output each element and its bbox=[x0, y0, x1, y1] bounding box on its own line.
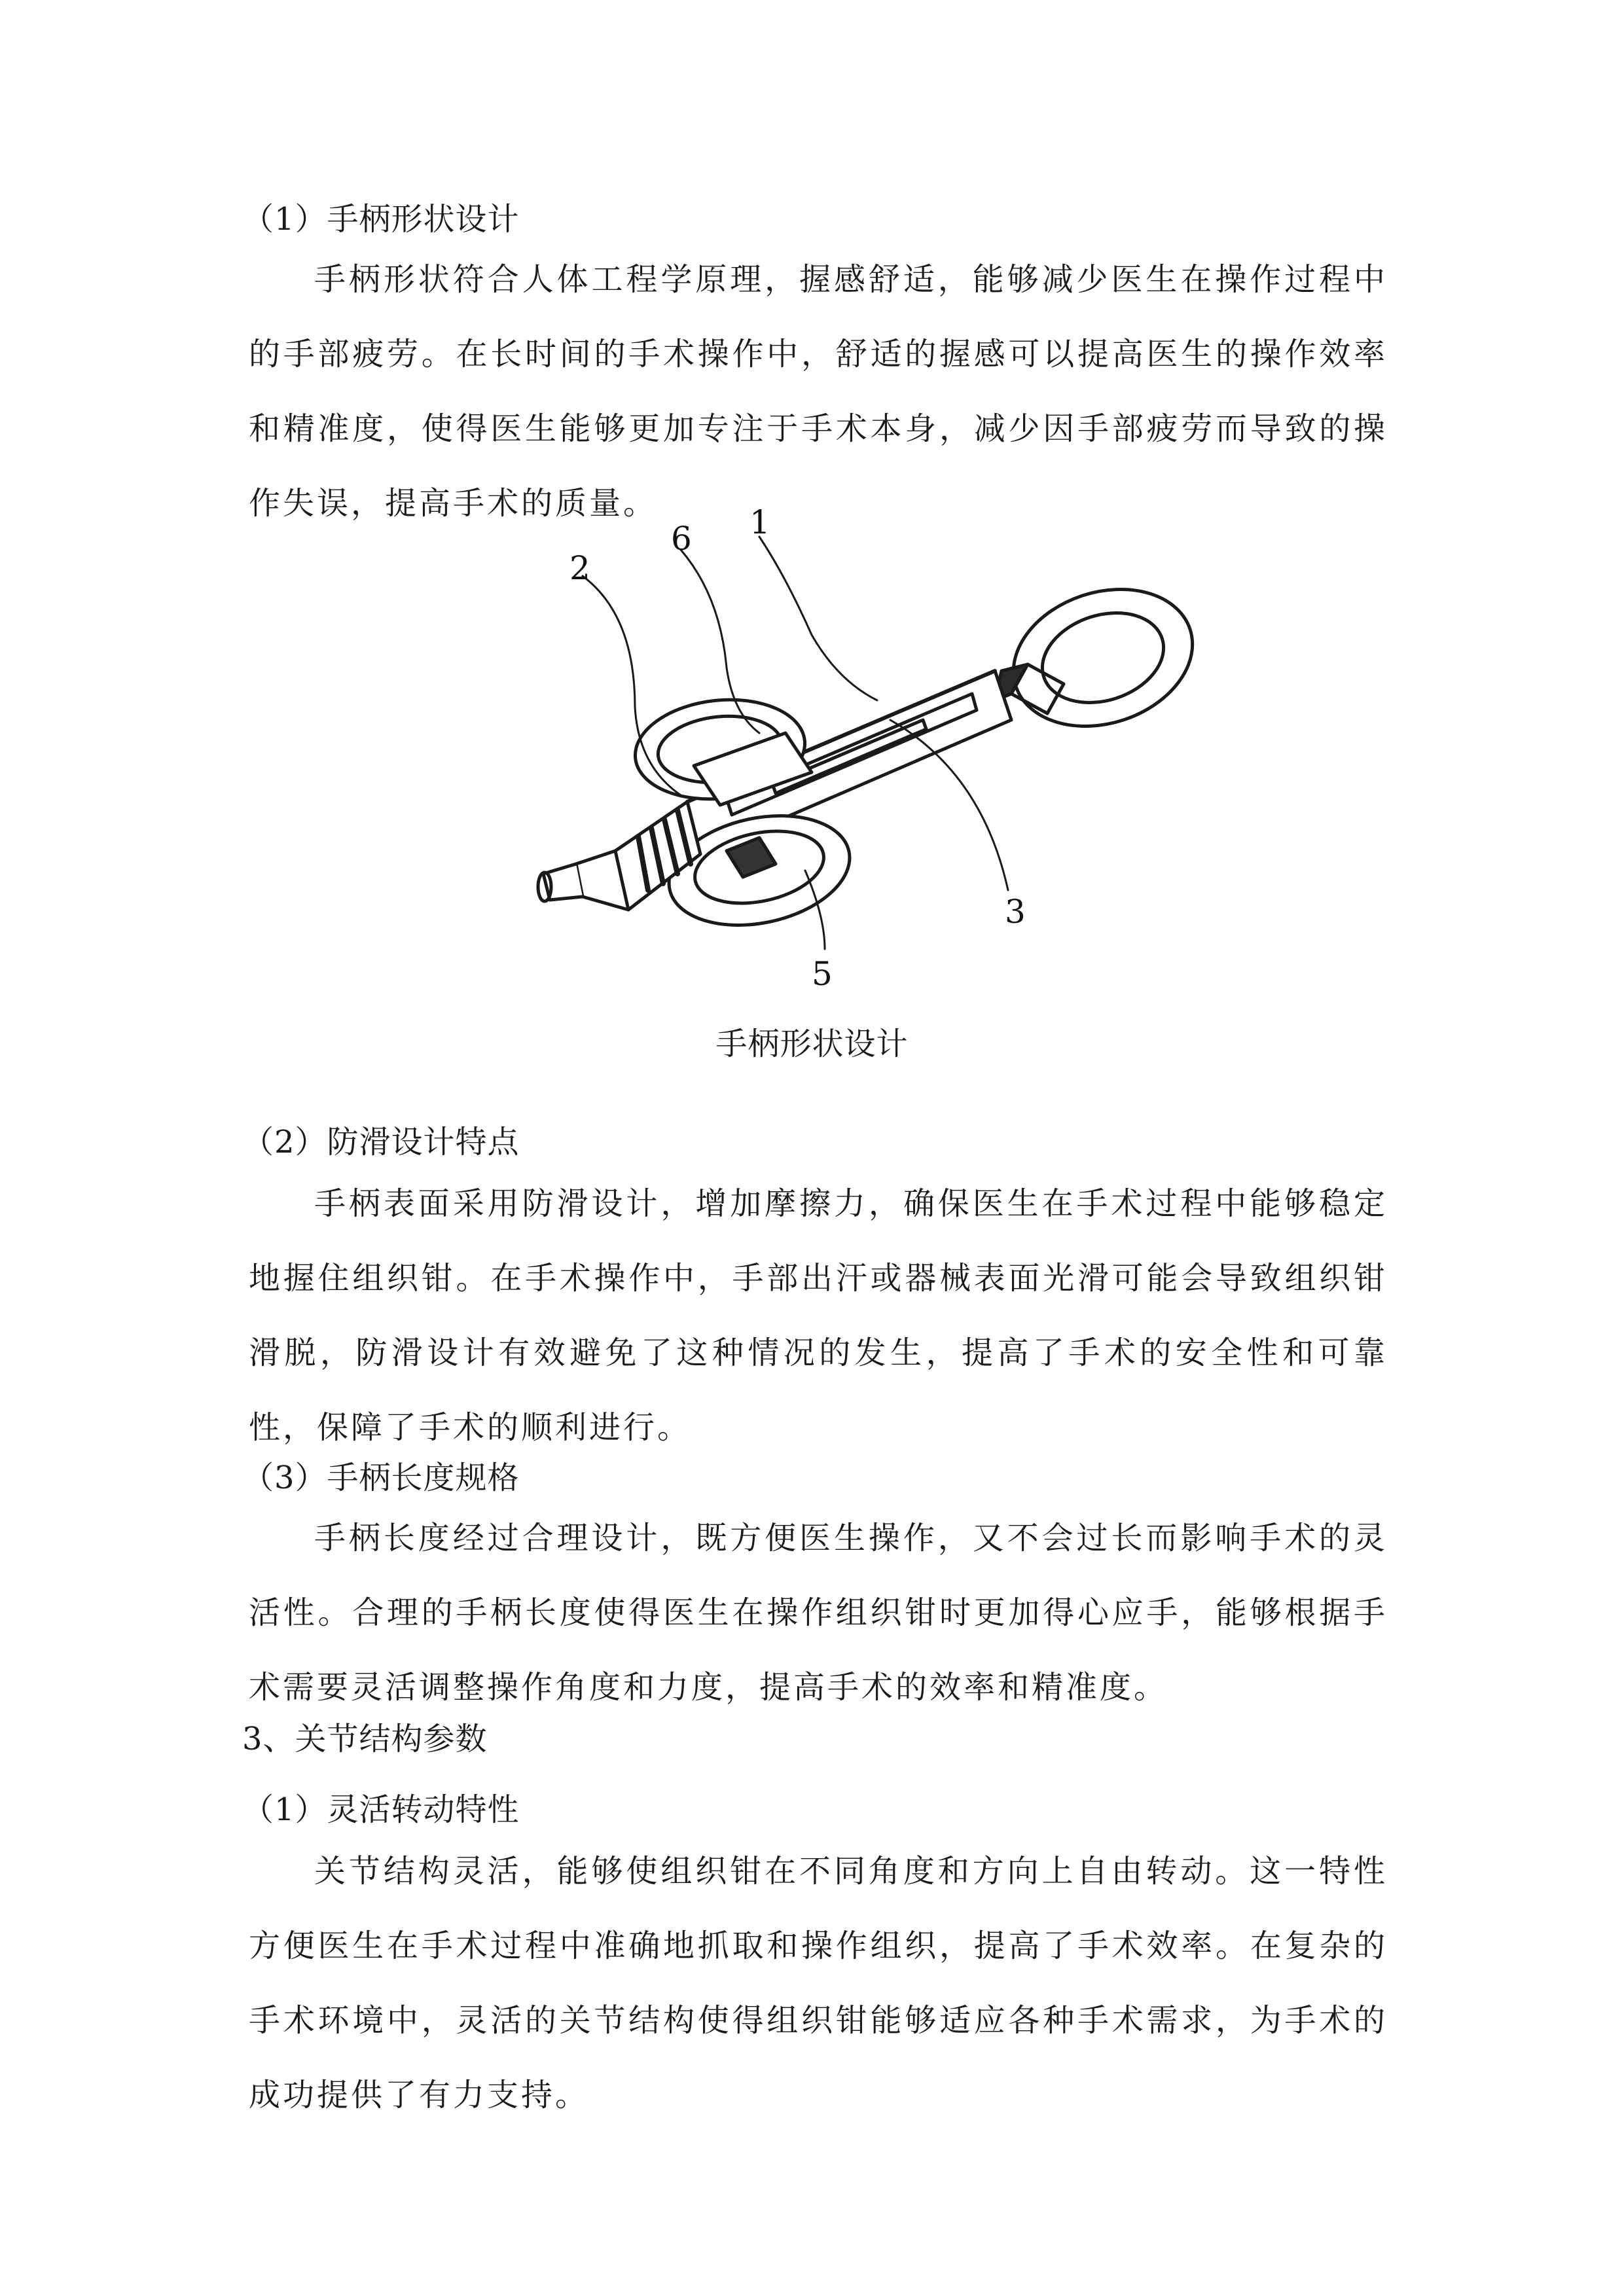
forceps-handle-drawing bbox=[419, 497, 1204, 1014]
callout-2: 2 bbox=[569, 549, 590, 587]
chapter-3-heading: 3、关节结构参数 bbox=[242, 1721, 488, 1757]
chapter-3-section-1-body: 关节结构灵活，能够使组织钳在不同角度和方向上自由转动。这一特性方便医生在手术过程中准确地抓取和操作组织，提高了手术效率。在复杂的手术环境中，灵活的关节结构使得组织钳能够适应各种手术需求，为手术的成功提供了有力支持。 bbox=[249, 1853, 1388, 2113]
callout-5: 5 bbox=[812, 955, 833, 993]
thumb-ring-inner bbox=[1031, 598, 1176, 717]
handle-shape-figure bbox=[419, 497, 1204, 1014]
section-body-1: 手柄形状符合人体工程学原理，握感舒适，能够减少医生在操作过程中的手部疲劳。在长时间的手术操作中，舒适的握感可以提高医生的操作效率和精准度，使得医生能够更加专注于手术本身，减少因手部疲劳而导致的操作失误，提高手术的质量。 bbox=[249, 261, 1388, 522]
section-heading-3: （3）手柄长度规格 bbox=[242, 1460, 520, 1496]
section-body-2: 手柄表面采用防滑设计，增加摩擦力，确保医生在手术过程中能够稳定地握住组织钳。在手术操作中，手部出汗或器械表面光滑可能会导致组织钳滑脱，防滑设计有效避免了这种情况的发生，提高了手术的安全性和可靠性，保障了手术的顺利进行。 bbox=[249, 1185, 1388, 1446]
section-heading-1: （1）手柄形状设计 bbox=[242, 201, 520, 238]
callout-1: 1 bbox=[749, 503, 770, 541]
leader-line-1 bbox=[759, 537, 877, 700]
callout-6: 6 bbox=[671, 520, 692, 558]
section-heading-2: （2）防滑设计特点 bbox=[242, 1124, 520, 1160]
chapter-3-section-1-heading: （1）灵活转动特性 bbox=[242, 1791, 520, 1828]
section-body-3: 手柄长度经过合理设计，既方便医生操作，又不会过长而影响手术的灵活性。合理的手柄长度使得医生在操作组织钳时更加得心应手，能够根据手术需要灵活调整操作角度和力度，提高手术的效率和精准度。 bbox=[249, 1520, 1388, 1706]
figure-caption: 手柄形状设计 bbox=[715, 1026, 909, 1062]
callout-3: 3 bbox=[1005, 893, 1026, 931]
thumb-ring-outer bbox=[996, 567, 1204, 749]
